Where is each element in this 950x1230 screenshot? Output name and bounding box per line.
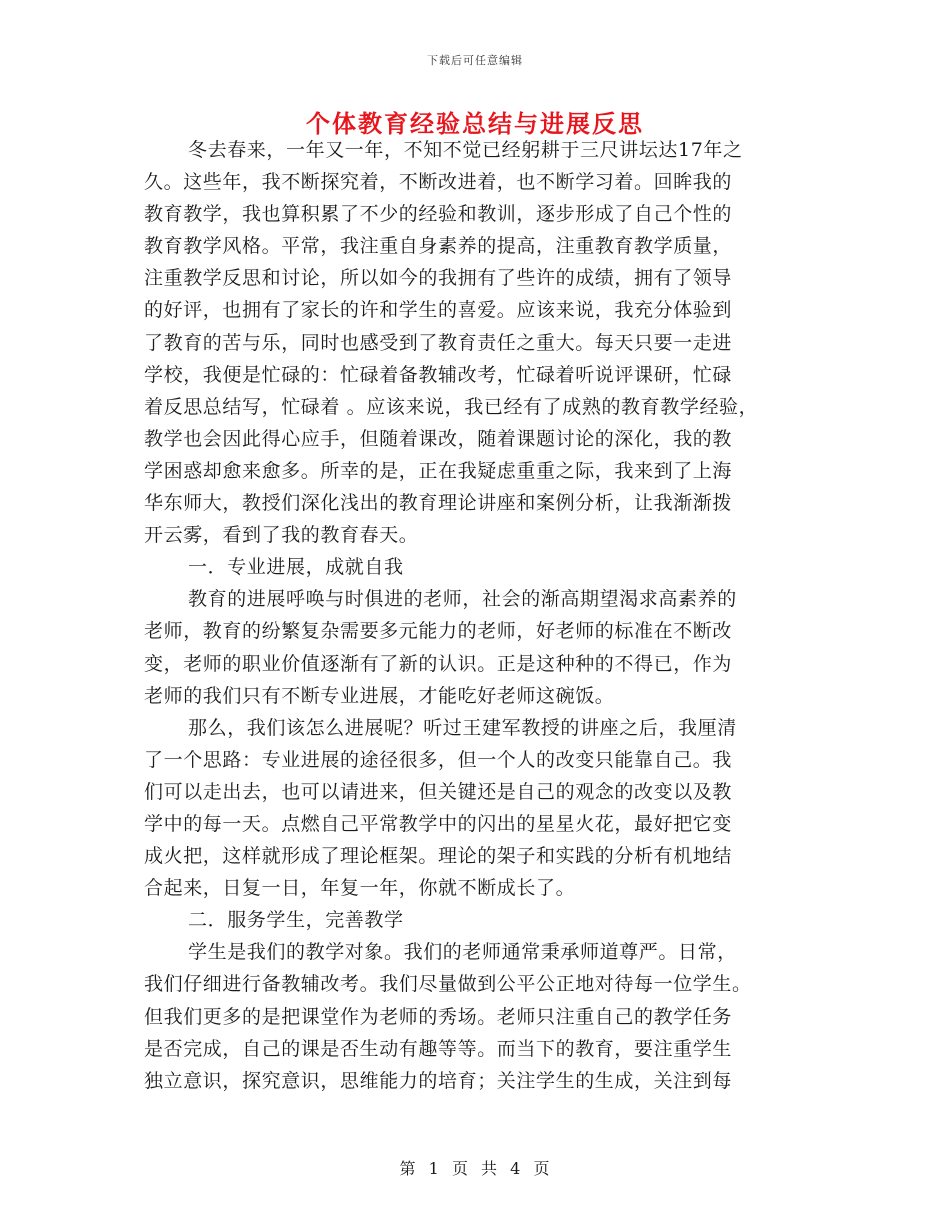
text-line: 独立意识，探究意识，思维能力的培育；关注学生的生成，关注到每	[144, 1069, 733, 1092]
text-line: 但我们更多的是把课堂作为老师的秀场。老师只注重自己的教学任务	[144, 1005, 733, 1028]
text-line: 一．专业进展，成就自我	[188, 556, 404, 579]
text-line: 成火把，这样就形成了理论框架。理论的架子和实践的分析有机地结	[144, 845, 733, 868]
footer-page-unit: 页	[451, 1159, 469, 1178]
text-line: 教育的进展呼唤与时俱进的老师，社会的渐高期望渴求高素养的	[188, 588, 737, 611]
text-line: 学校，我便是忙碌的：忙碌着备教辅改考，忙碌着听说评课研，忙碌	[144, 363, 733, 386]
text-line: 了一个思路：专业进展的途径很多，但一个人的改变只能靠自己。我	[144, 748, 733, 771]
document-body	[144, 134, 810, 1097]
text-line: 合起来，日复一日，年复一年，你就不断成长了。	[144, 877, 576, 900]
text-line: 开云雾，看到了我的教育春天。	[144, 524, 419, 547]
text-line: 变，老师的职业价值逐渐有了新的认识。正是这种种的不得已，作为	[144, 652, 733, 675]
text-line: 学困惑却愈来愈多。所幸的是，正在我疑虑重重之际，我来到了上海	[144, 459, 733, 482]
text-line: 教育教学风格。平常，我注重自身素养的提高，注重教育教学质量，	[144, 235, 733, 258]
text-line: 老师的我们只有不断专业进展，才能吃好老师这碗饭。	[144, 684, 615, 707]
text-line: 教学也会因此得心应手，但随着课改，随着课题讨论的深化，我的教	[144, 427, 733, 450]
text-line: 是否完成，自己的课是否生动有趣等等。而当下的教育，要注重学生	[144, 1037, 733, 1060]
text-line: 我们仔细进行备教辅改考。我们尽量做到公平公正地对待每一位学生。	[144, 973, 752, 996]
page-header-note: 下载后可任意编辑	[427, 54, 523, 67]
text-line: 注重教学反思和讨论，所以如今的我拥有了些许的成绩，拥有了领导	[144, 267, 733, 290]
footer-page-word: 第	[399, 1159, 417, 1178]
text-line: 的好评，也拥有了家长的许和学生的喜爱。应该来说，我充分体验到	[144, 299, 733, 322]
page-footer	[0, 1156, 950, 1179]
text-line: 华东师大，教授们深化浅出的教育理论讲座和案例分析，让我渐渐拨	[144, 492, 733, 515]
text-line: 教育教学，我也算积累了不少的经验和教训，逐步形成了自己个性的	[144, 203, 733, 226]
text-line: 学中的每一天。点燃自己平常教学中的闪出的星星火花，最好把它变	[144, 812, 733, 835]
text-line: 学生是我们的教学对象。我们的老师通常秉承师道尊严。日常，	[188, 941, 737, 964]
text-line: 那么，我们该怎么进展呢？听过王建军教授的讲座之后，我厘清	[188, 716, 737, 739]
footer-page-number: 1	[428, 1159, 440, 1178]
text-line: 们可以走出去，也可以请进来，但关键还是自己的观念的改变以及教	[144, 780, 733, 803]
text-line: 老师，教育的纷繁复杂需要多元能力的老师，好老师的标准在不断改	[144, 620, 733, 643]
text-line: 了教育的苦与乐，同时也感受到了教育责任之重大。每天只要一走进	[144, 331, 733, 354]
text-line: 久。这些年，我不断探究着，不断改进着，也不断学习着。回眸我的	[144, 171, 733, 194]
text-line: 着反思总结写，忙碌着 。应该来说，我已经有了成熟的教育教学经验，	[144, 395, 759, 418]
footer-total-pages: 4	[510, 1159, 522, 1178]
footer-total-unit: 页	[533, 1159, 551, 1178]
document-title: 个体教育经验总结与进展反思	[306, 109, 644, 138]
text-line: 二．服务学生，完善教学	[188, 909, 404, 932]
footer-total-word: 共	[481, 1159, 499, 1178]
text-line: 冬去春来，一年又一年，不知不觉已经躬耕于三尺讲坛达17年之	[188, 139, 743, 161]
